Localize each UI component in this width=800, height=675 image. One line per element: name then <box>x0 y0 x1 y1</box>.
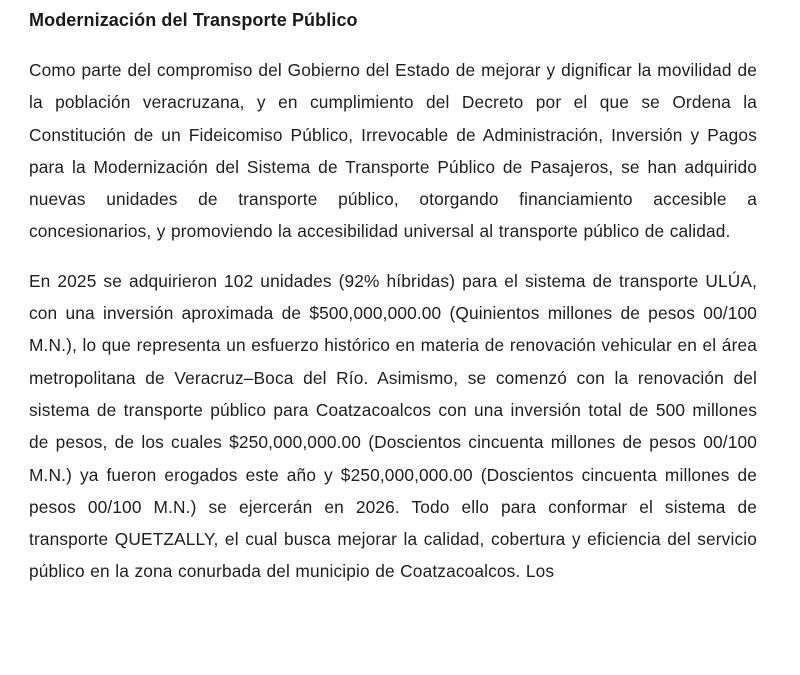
document-page <box>29 0 757 588</box>
section-heading: Modernización del Transporte Público <box>29 10 358 30</box>
paragraph-fideicomiso: Como parte del compromiso del Gobierno del Estado de mejorar y dignificar la movilidad de la población veracruzana, y en cumplimiento del Decreto por el que se Ordena la Constitución de un Fideicomiso Público, Irrevocable de Administración, Inversión y Pagos para la Modernización del Sistema de Transporte Público de Pasajeros, se han adquirido nuevas unidades de transporte público, otorgando financiamiento accesible a concesionarios, y promoviendo la accesibilidad universal al transporte público de calidad. <box>29 60 757 242</box>
paragraph-inversion-unidades: En 2025 se adquirieron 102 unidades (92% híbridas) para el sistema de transporte ULÚA, con una inversión aproximada de $500,000,000.00 (Quinientos millones de pesos 00/100 M.N.), lo que representa un esfuerzo histórico en materia de renovación vehicular en el área metropolitana de Veracruz–Boca del Río. Asimismo, se comenzó con la renovación del sistema de transporte público para Coatzacoalcos con una inversión total de 500 millones de pesos, de los cuales $250,000,000.00 (Doscientos cincuenta millones de pesos 00/100 M.N.) ya fueron erogados este año y $250,000,000.00 (Doscientos cincuenta millones de pesos 00/100 M.N.) se ejercerán en 2026. Todo ello para conformar el sistema de transporte QUETZALLY, el cual busca mejorar la calidad, cobertura y eficiencia del servicio público en la zona conurbada del municipio de Coatzacoalcos. Los <box>29 270 757 582</box>
